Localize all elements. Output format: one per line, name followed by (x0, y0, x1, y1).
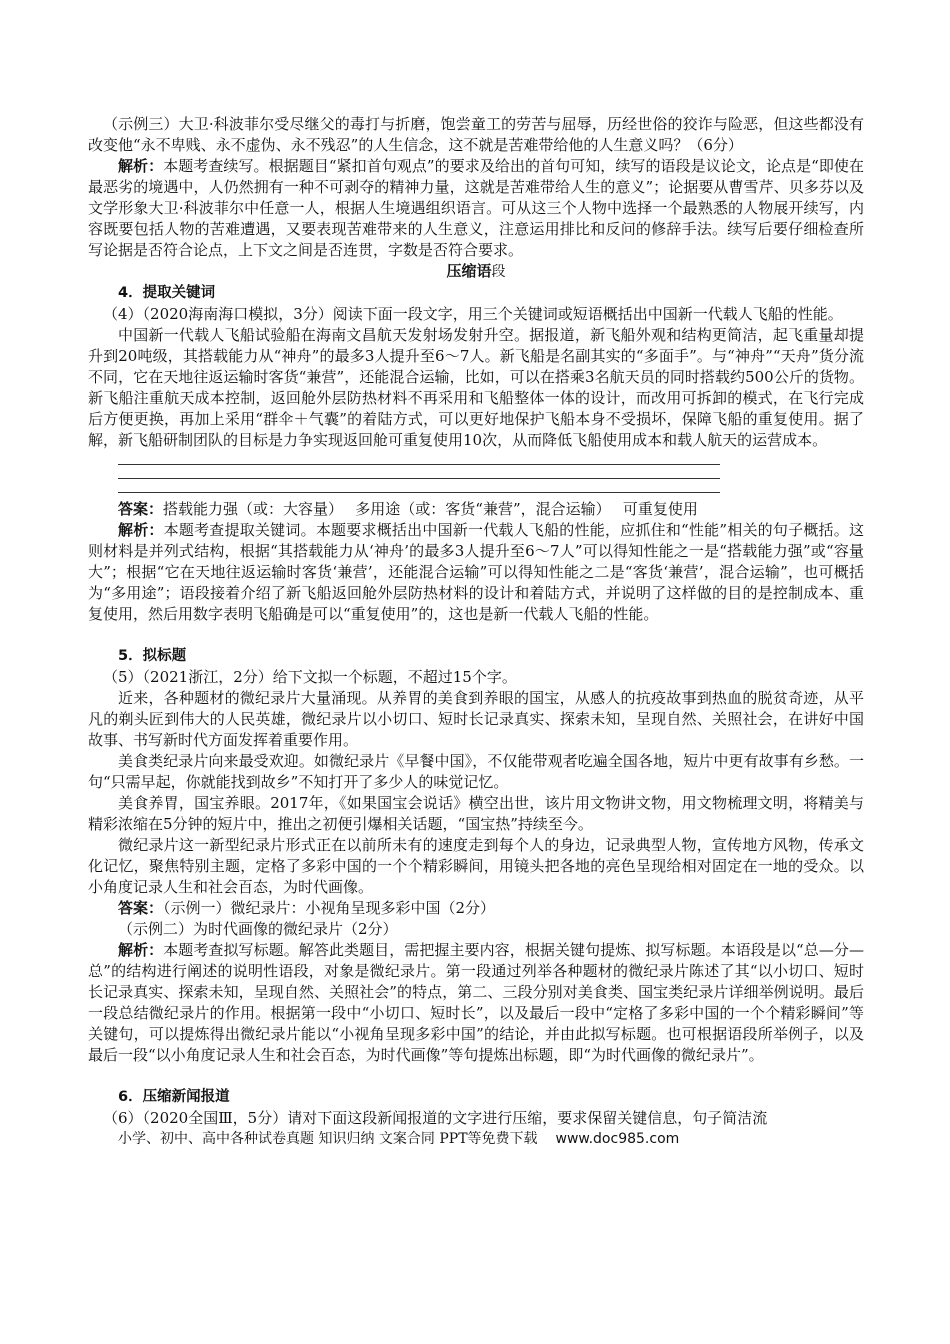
passage-4: 中国新一代载人飞船试验船在海南文昌航天发射场发射升空。据报道，新飞船外观和结构更简洁，起飞重量却提升到20吨级，其搭载能力从“神舟”的最多3人提升至6～7人。新飞船是名副其实的“多面手”。与“神舟”“天舟”货分流不同，它在天地往返运输时客货“兼营”，还能混合运输，比如，可以在搭乘3名航天员的同时搭载约500公斤的货物。新飞船注重航天成本控制，返回舱外层防热材料不再采用和飞船整体一体的设计，而改用可拆卸的模式，在飞行完成后方便更换，再加上采用“群伞＋气囊”的着陆方式，可以更好地保护飞船本身不受损坏，保障飞船的重复使用。据了解，新飞船研制团队的目标是力争实现返回舱可重复使用10次，从而降低飞船使用成本和载人航天的运营成本。 (88, 326, 864, 449)
analysis-paragraph-5 (88, 940, 864, 1066)
page-footer (118, 1129, 864, 1150)
question-5: （5）（2021浙江，2分）给下文拟一个标题，不超过15个字。 (103, 668, 517, 686)
passage-5-para-2: 美食类纪录片向来最受欢迎。如微纪录片《早餐中国》，不仅能带观者吃遍全国各地，短片中更有故事有乡愁。一句“只需早起，你就能找到故乡”不知打开了多少人的味觉记忆。 (88, 752, 864, 791)
document-page (88, 114, 864, 1150)
section-title (88, 261, 864, 283)
answer-label: 答案： (118, 899, 164, 917)
section-title-small: 段 (491, 264, 506, 280)
analysis-label: 解析： (118, 157, 164, 175)
question-4: （4）（2020海南海口模拟，3分）阅读下面一段文字，用三个关键词或短语概括出中国新一代载人飞船的性能。 (103, 305, 843, 323)
answer-line-2 (118, 465, 720, 479)
analysis-text-5: 本题考查拟写标题。解答此类题目，需把握主要内容，根据关键句提炼、拟写标题。本语段是以“总—分—总”的结构进行阐述的说明性语段，对象是微纪录片。第一段通过列举各种题材的微纪录片陈述了其“以小切口、短时长记录真实、探索未知，呈现自然、关照社会”的特点，第二、三段分别对美食类、国宝类纪录片详细举例说明。最后一段总结微纪录片的作用。根据第一段中“小切口、短时长”，以及最后一段中“定格了多彩中国的一个个精彩瞬间”等关键句，可以提炼得出微纪录片能以“小视角呈现多彩中国”的结论，并由此拟写标题。也可根据语段所举例子，以及最后一段“以小角度记录人生和社会百态，为时代画像”等句提炼出标题，即“为时代画像的微纪录片”。 (88, 941, 864, 1064)
heading-5: 5．拟标题 (118, 648, 187, 664)
answer-5a (88, 898, 864, 919)
analysis-paragraph-1 (88, 156, 864, 261)
example-three-paragraph: （示例三）大卫·科波菲尔受尽继父的毒打与折磨，饱尝童工的劳苦与屈辱，历经世俗的狡诈与险恶，但这些都没有改变他“永不卑贱、永不虚伪、永不残忍”的人生信念，这不就是苦难带给他的人生意义吗？（6分） (88, 115, 864, 154)
answer-line-3 (118, 479, 720, 493)
footer-text: 小学、初中、高中各种试卷真题 知识归纳 文案合同 PPT等免费下载 (118, 1131, 538, 1147)
passage-5-para-4: 微纪录片这一新型纪录片形式正在以前所未有的速度走到每个人的身边，记录典型人物，宣传地方风物，传承文化记忆，聚焦特别主题，定格了多彩中国的一个个精彩瞬间，用镜头把各地的亮色呈现给相对固定在一地的受众。以小角度记录人生和社会百态，为时代画像。 (88, 836, 864, 896)
answer-text-4: 搭载能力强（或：大容量） 多用途（或：客货“兼营”，混合运输） 可重复使用 (163, 500, 698, 518)
answer-5b: （示例二）为时代画像的微纪录片（2分） (118, 920, 398, 938)
analysis-text-1: 本题考查续写。根据题目“紧扣首句观点”的要求及给出的首句可知，续写的语段是议论文，论点是“即使在最恶劣的境遇中，人仍然拥有一种不可剥夺的精神力量，这就是苦难带给人生的意义”；论据要从曹雪芹、贝多芬以及文学形象大卫·科波菲尔中任意一人，根据人生境遇组织语言。可从这三个人物中选择一个最熟悉的人物展开续写，内容既要包括人物的苦难遭遇，又要表现苦难带来的人生意义，注意运用排比和反问的修辞手法。续写后要仔细检查所写论据是否符合论点，上下文之间是否连贯，字数是否符合要求。 (88, 157, 864, 259)
heading-6: 6．压缩新闻报道 (118, 1089, 230, 1105)
answer-line-1 (118, 451, 720, 465)
passage-5-para-3: 美食养胃，国宝养眼。2017年，《如果国宝会说话》横空出世，该片用文物讲文物，用文物梳理文明，将精美与精彩浓缩在5分钟的短片中，推出之初便引爆相关话题，“国宝热”持续至今。 (88, 794, 864, 833)
passage-5-para-1: 近来，各种题材的微纪录片大量涌现。从养胃的美食到养眼的国宝，从感人的抗疫故事到热血的脱贫奇迹，从平凡的剃头匠到伟大的人民英雄，微纪录片以小切口、短时长记录真实、探索未知，呈现自然、关照社会，在讲好中国故事、书写新时代方面发挥着重要作用。 (88, 689, 864, 749)
question-6: （6）（2020全国Ⅲ，5分）请对下面这段新闻报道的文字进行压缩，要求保留关键信息，句子简洁流 (103, 1109, 768, 1127)
section-title-bold: 压缩语 (446, 262, 492, 280)
analysis-label: 解析： (118, 941, 164, 959)
analysis-label: 解析： (118, 521, 164, 539)
heading-4: 4．提取关键词 (118, 285, 216, 301)
analysis-text-4: 本题考查提取关键词。本题要求概括出中国新一代载人飞船的性能，应抓住和“性能”相关的句子概括。这则材料是并列式结构，根据“其搭载能力从‘神舟’的最多3人提升至6～7人”可以得知性能之一是“搭载能力强”或“容量大”；根据“它在天地往返运输时客货‘兼营’，还能混合运输”可以得知性能之二是“客货‘兼营’，混合运输”，也可概括为“多用途”；语段接着介绍了新飞船返回舱外层防热材料的设计和着陆方式，并说明了这样做的目的是控制成本、重复使用，然后用数字表明飞船确是可以“重复使用”的，这也是新一代载人飞船的性能。 (88, 521, 864, 623)
analysis-paragraph-4 (88, 520, 864, 625)
footer-url[interactable]: www.doc985.com (555, 1131, 680, 1147)
answer-label: 答案： (118, 500, 164, 518)
answer-4 (88, 499, 864, 520)
answer-text-5a: （示例一）微纪录片：小视角呈现多彩中国（2分） (163, 899, 496, 917)
